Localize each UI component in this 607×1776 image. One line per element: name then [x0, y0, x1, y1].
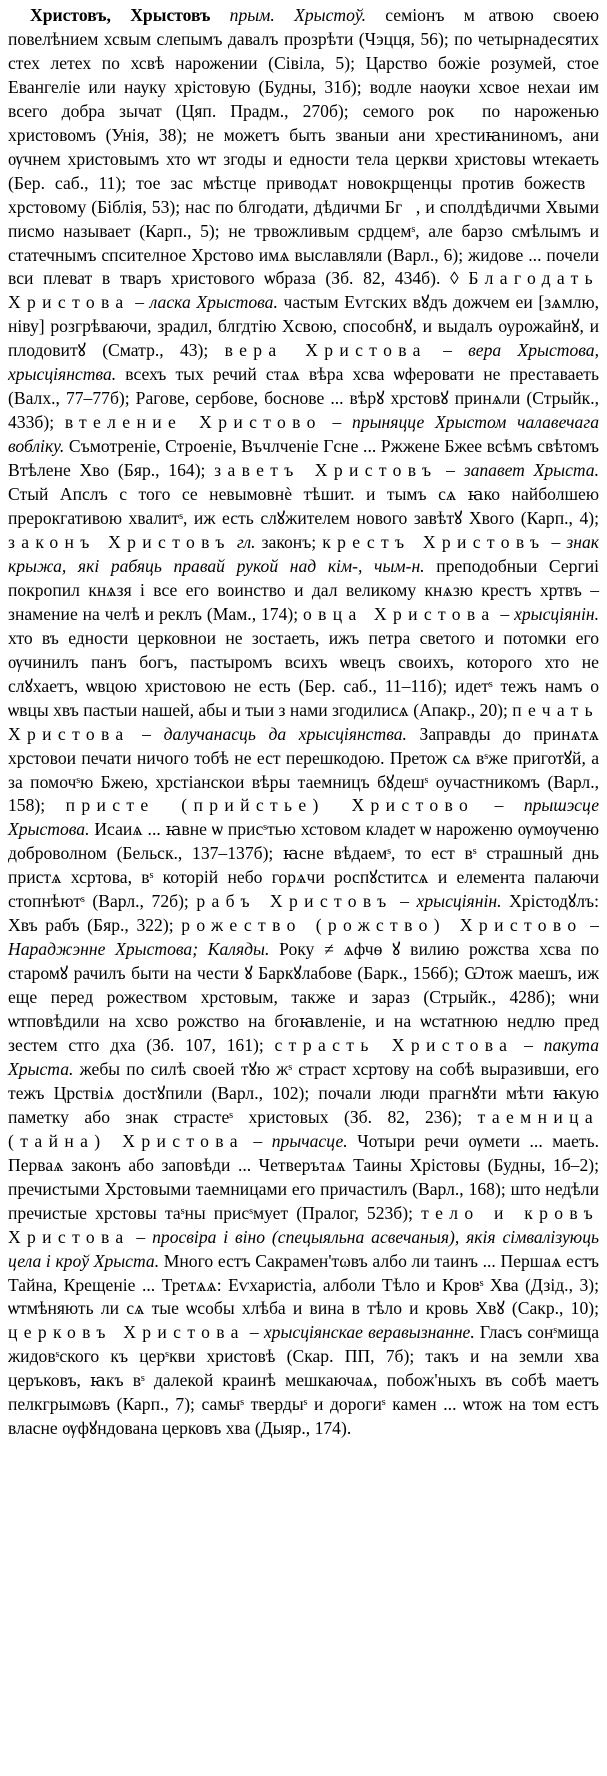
entry-text-run: –: [321, 412, 353, 433]
phrase-term: овца Христова: [303, 603, 496, 624]
entry-text-run: –: [244, 1322, 264, 1343]
entry-text-run: Чотыри речи ѹмети ... маеть. Перваѧ законъ або заповѣди ... Четверътаѧ Таины Хрістовы (Будны, 1б–2); пречистыми Хрстовыми таемницами его причастилъ (Варл., 168); што недѣли пречистые хрстовы таˢны присˢмует (Пралог, 523б);: [8, 1130, 599, 1223]
entry-text-run: всехъ тых речий стаѧ вѣра хсва ѡферовати не преставаеть (Валх., 77–77б); Рагове, сербове, боснове ... вѣрꙋ хрстовꙋ принѧли (Стрыйк., 433б);: [8, 364, 599, 433]
gloss: хрысціянін.: [514, 603, 599, 624]
gloss: Нараджэнне Хрыстова; Каляды.: [8, 939, 270, 960]
entry-text-run: преподобныи Сергиі покропил кнѧзя і все его воинство и дал великому кнѧзю крестъ хртвъ – знамение на челѣ и реклъ (Мам., 174);: [8, 555, 600, 624]
entry-text-run: –: [392, 891, 417, 912]
entry-text-run: –: [495, 603, 515, 624]
phrase-term: страсть Христова: [274, 1034, 514, 1055]
gloss: далучанасць да хрысціянства.: [163, 723, 407, 744]
entry-text-run: Заправды до принѧтѧ хрстовои печати ничого тобѣ не ест перешкодою. Претож сѧ вˢже приготꙋй, а за помочˢю Бжею, хрстіанскои вѣры таемницъ бꙋдешˢ оучастникомъ (Варл., 158);: [8, 723, 600, 816]
entry-text-run: –: [474, 795, 524, 816]
gloss: вера Хрыстова, хрысціянства.: [8, 340, 599, 385]
entry-text-run: –: [582, 915, 599, 936]
gloss: пакута Хрыста.: [8, 1034, 600, 1079]
phrase-term: печать Христова: [8, 699, 599, 744]
phrase-term: втеление Христово: [64, 412, 322, 433]
entry-text-run: семіонъ мⷮатвою своею повелѣнием хсвым слепымъ давалъ прозрѣти (Чэцця, 56); по четырнадесятих стех летех по хсвѣ нарожении (Сівіла, 5); Царство божіе розумей, стое Евангеліе или науку хрістовую (Будны, 31б); водле наѹки хсвое нехаи им всего добра зычат (Цяп. Прадм., 270б); семого рокꙋ по нароженью христовомъ (Унія, 38); не можетъ быть званыи ани хрестиꙗниномъ, ани ѹчнем христовымъ хто ѡт згоды и едности тела церкви христовы ѡтекаеть (Бер. саб., 11); тое зас мѣстце приводѧт новокрщенцы против божествꙋ хрстовому (Біблія, 53); нас по блгодати, дѣдичми Бгꙋ, и сполдѣдичми Хвыми писмо называет (Карп., 5); не трвожливым срдцемˢ, але барзо смѣлымъ и статечнымъ спсителное Хрстово имѧ выславляли (Варл., 6); жидове ... почели вси плеват в тваръ христового ѡбраза (Зб. 82, 434б). ◊: [8, 5, 600, 289]
phrase-term: законъ Христовъ: [8, 531, 231, 552]
gloss: прыняцце Хрыстом чалавечага вобліку.: [8, 412, 600, 457]
gloss: прым. Хрыстоў.: [229, 5, 366, 25]
entry-text-run: Гласъ сонˢмища жидовˢского къ церˢкви христовѣ (Скар. ПП, 7б); такъ и на земли хва церъковъ, ꙗкъ вˢ далекой краинѣ мешкаючаѧ, побож'ныхъ въ собѣ маетъ пелкгрымωвъ (Карп., 7); самыˢ твердыˢ и дорогиˢ камен ... ѡтож на том естъ власне ѹфꙋндована церковъ хва (Дыяр., 174).: [8, 1322, 600, 1439]
phrase-term: рабъ Христовъ: [196, 891, 393, 912]
phrase-term: рожество (рожство) Христово: [181, 915, 583, 936]
entry-text-run: Хрістодꙋлъ: Хвъ рабъ (Бяр., 322);: [8, 891, 599, 936]
gloss: запавет Хрыста.: [463, 460, 599, 481]
entry-text-run: –: [426, 340, 469, 361]
entry-text-run: хто въ едности церковнои не зостаеть, ижъ петра светого и потомки его ѹчинилъ панъ богъ, пастыромъ всихъ ѡвецъ своихъ, которого хто не слꙋхаетъ, ѡвцою христовою не есть (Бер. саб., 11–11б); идетˢ тежъ намъ о ѡвцы хвъ пастыи нашей, абы и тыи з нами згодилисѧ (Апакр., 20);: [8, 627, 599, 720]
phrase-term: тело и кровъ Христова: [8, 1202, 600, 1247]
phrase-term: церковъ Христова: [8, 1322, 245, 1343]
entry-text-run: –: [545, 531, 567, 552]
entry-text-run: –: [129, 723, 164, 744]
entry-text-run: Съмотреніе, Строеніе, Въчлченіе Гсне ... Ржжене Бжее всѣмъ свѣтомъ Втѣлене Хво (Бяр., 164);: [8, 436, 599, 481]
entry-text-run: Исаиѧ ... ꙗвне ѡ присˢтью хстовом кладет ѡ нароженю ѹмѹченю доброволном (Бельск., 137–137б); ꙗсне вѣдаемˢ, то ест вˢ страшный днь пристѧ хсртова, вˢ которій небо горѧчи роспꙋститсѧ и елемента палаючи стопнѣютˢ (Варл., 72б);: [8, 819, 599, 912]
phrase-term: таемница (тайна) Христова: [8, 1106, 599, 1151]
entry-text-run: –: [513, 1034, 544, 1055]
gloss: прычасце.: [271, 1130, 348, 1151]
phrase-term: крестъ Христовъ: [322, 531, 546, 552]
gloss: знак крыжа, які рабяць правай рукой над кім-, чым-н.: [8, 531, 600, 576]
phrase-term: присте (прийстье) Христово: [65, 795, 475, 816]
entry-text-run: Много естъ Сакрамен'тωвъ албо ли таинъ ... Першаѧ естъ Тайна, Крещеніе ... Третѧѧ: Еѵхаристіа, алболи Тѣло и Кровˢ Хва (Дзід., 3); ѡтмѣняють ли сѧ тые ѡсобы хлѣба и вина в тѣло и кровь Хвꙋ (Сакр., 10);: [8, 1250, 599, 1319]
entry-text-run: –: [129, 292, 150, 313]
entry-text-run: законъ;: [255, 531, 323, 552]
entry-text-run: Року ≠ ѧфчѳ ꙋ вилию рожства хсва по старомꙋ рачилъ быти на чести ꙋ Баркꙋлабове (Барк., 156б); Ѡтож маешъ, иж еще перед рожеством хрстовым, также и зараз (Стрыйк., 428б); ѡни ѡтповѣдили на хсво рожство на бгоꙗвленіе, и на ѡстатнюю недлю пред зестем стго дха (Зб. 107, 161);: [8, 939, 599, 1055]
phrase-term: заветъ Христовъ: [214, 460, 438, 481]
gloss: прышэсце Хрыстова.: [8, 795, 599, 840]
phrase-term: вера Христова: [224, 340, 427, 361]
entry-text-run: Стый Апслъ с того се невымовнѐ тѣшит. и тымъ сѧ ꙗко найболшею прерокгативою хвалитˢ, иж есть слꙋжителем нового завѣтꙋ Хвого (Карп., 4);: [8, 484, 599, 529]
gloss: просвіра і віно (спецыяльна асвечаныя), якія сімвалізуюць цела і кроў Хрыста.: [8, 1226, 600, 1271]
gloss: хрысціянін.: [416, 891, 502, 912]
dictionary-entry-text: [8, 4, 599, 1441]
phrase-term: Благодать Христова: [8, 268, 599, 313]
entry-text-run: –: [243, 1130, 272, 1151]
headword: Христовъ, Хрыстовъ: [30, 5, 211, 25]
entry-text-run: [210, 5, 229, 25]
gloss: гл.: [236, 531, 256, 552]
gloss: хрысціянскае веравызнанне.: [263, 1322, 475, 1343]
gloss: ласка Хрыстова.: [149, 292, 278, 313]
entry-text-run: частым Еѵгских вꙋдъ дожчем еи [зѧмлю, ніву] розгрѣваючи, зрадил, блгдтію Хсвою, способнꙋ, и выдалъ оурожайнꙋ, и плодовитꙋ (Сматр., 43);: [8, 292, 600, 361]
entry-text-run: жебы по силѣ своей тꙋю жˢ страст хсртову на собѣ выразивши, его тежъ Црствіѧ достꙋпили (Варл., 102); почали люди прагнꙋти мѣти ꙗкую паметку або знак страстеˢ христовых (Зб. 82, 236);: [8, 1058, 599, 1127]
entry-text-run: –: [437, 460, 464, 481]
entry-text-run: –: [129, 1226, 153, 1247]
